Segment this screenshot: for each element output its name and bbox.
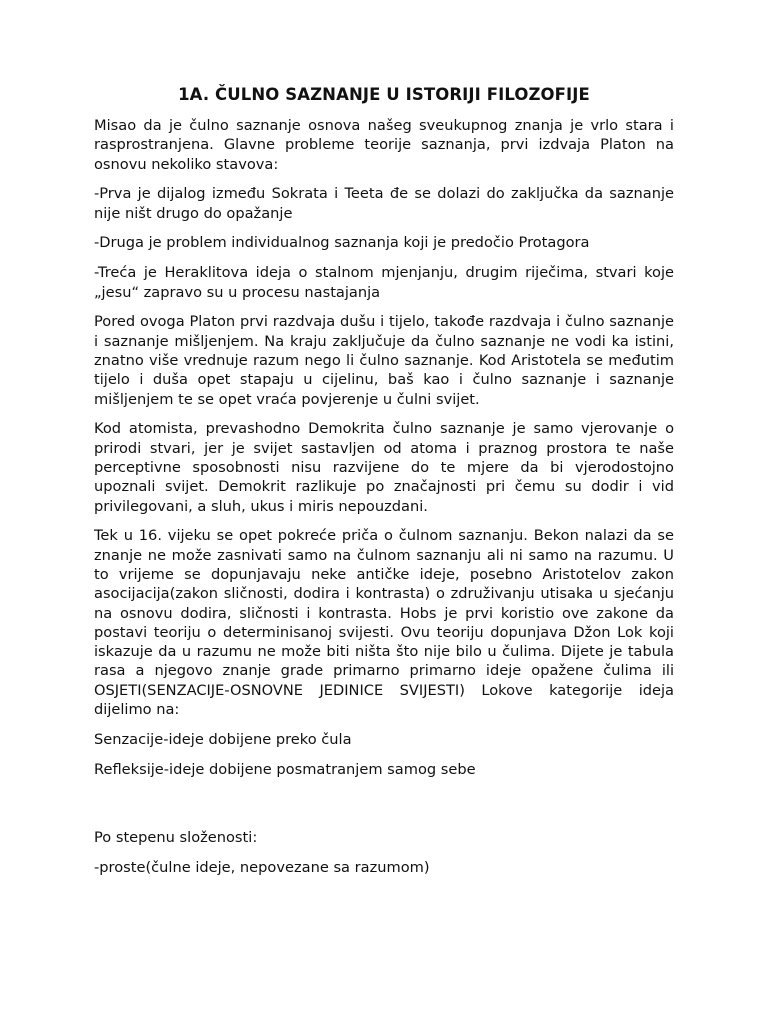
blank-line <box>94 789 674 828</box>
paragraph-third-point: -Treća je Heraklitova ideja o stalnom mjenjanju, drugim riječima, stvari koje „jesu“ zapravo su u procesu nastajanja <box>94 264 674 301</box>
paragraph-platon-aristotel: Pored ovoga Platon prvi razdvaja dušu i tijelo, takođe razdvaja i čulno saznanje i saznanje mišljenjem. Na kraju zaključuje da čulno saznanje ne vodi ka istini, znatno više vrednuje razum nego li čulno saznanje. Kod Aristotela se međutim tijelo i duša opet stapaju u cijelinu, baš kao i čulno saznanje i saznanje mišljenjem te se opet vraća povjerenje u čulni svijet. <box>94 313 674 408</box>
paragraph-second-point: -Druga je problem individualnog saznanja koji je predočio Protagora <box>94 234 590 252</box>
paragraph-intro: Misao da je čulno saznanje osnova našeg sveukupnog znanja je vrlo stara i rasprostranjena. Glavne probleme teorije saznanja, prvi izdvaja Platon na osnovu nekoliko stavova: <box>94 117 674 173</box>
paragraph-refleksije: Refleksije-ideje dobijene posmatranjem samog sebe <box>94 760 476 778</box>
paragraph-stepen-slozenosti: Po stepenu složenosti: <box>94 829 258 847</box>
paragraph-proste-ideje: -proste(čulne ideje, nepovezane sa razumom) <box>94 859 430 877</box>
paragraph-16-vijek: Tek u 16. vijeku se opet pokreće priča o čulnom saznanju. Bekon nalazi da se znanje ne može zasnivati samo na čulnom saznanju ali ni samo na razumu. U to vrijeme se dopunjavaju neke antičke ideje, posebno Aristotelov zakon asocijacija(zakon sličnosti, dodira i kontrasta) o združivanju utisaka u sjećanju na osnovu dodira, sličnosti i kontrasta. Hobs je prvi koristio ove zakone da postavi teoriju o determinisanoj svijesti. Ovu teoriju dopunjava Džon Lok koji iskazuje da u razumu ne može biti ništa što nije bilo u čulima. Dijete je tabula rasa a njegovo znanje grade primarno primarno ideje opažene čulima ili OSJETI(SENZACIJE-OSNOVNE JEDINICE SVIJESTI) Lokove kategorije ideja dijelimo na: <box>94 527 674 719</box>
document-title: 1A. ČULNO SAZNANJE U ISTORIJI FILOZOFIJE <box>178 85 590 104</box>
paragraph-atomisti: Kod atomista, prevashodno Demokrita čulno saznanje je samo vjerovanje o prirodi stvari, jer je svijet sastavljen od atoma i praznog prostora te naše perceptivne sposobnosti nisu razvijene do te mjere da bi vjerodostojno upoznali svijet. Demokrit razlikuje po značajnosti pri čemu su dodir i vid privilegovani, a sluh, ukus i miris nepouzdani. <box>94 420 674 515</box>
paragraph-first-point: -Prva je dijalog između Sokrata i Teeta đe se dolazi do zaključka da saznanje nije ništ drugo do opažanje <box>94 185 674 222</box>
paragraph-senzacije: Senzacije-ideje dobijene preko čula <box>94 730 352 748</box>
